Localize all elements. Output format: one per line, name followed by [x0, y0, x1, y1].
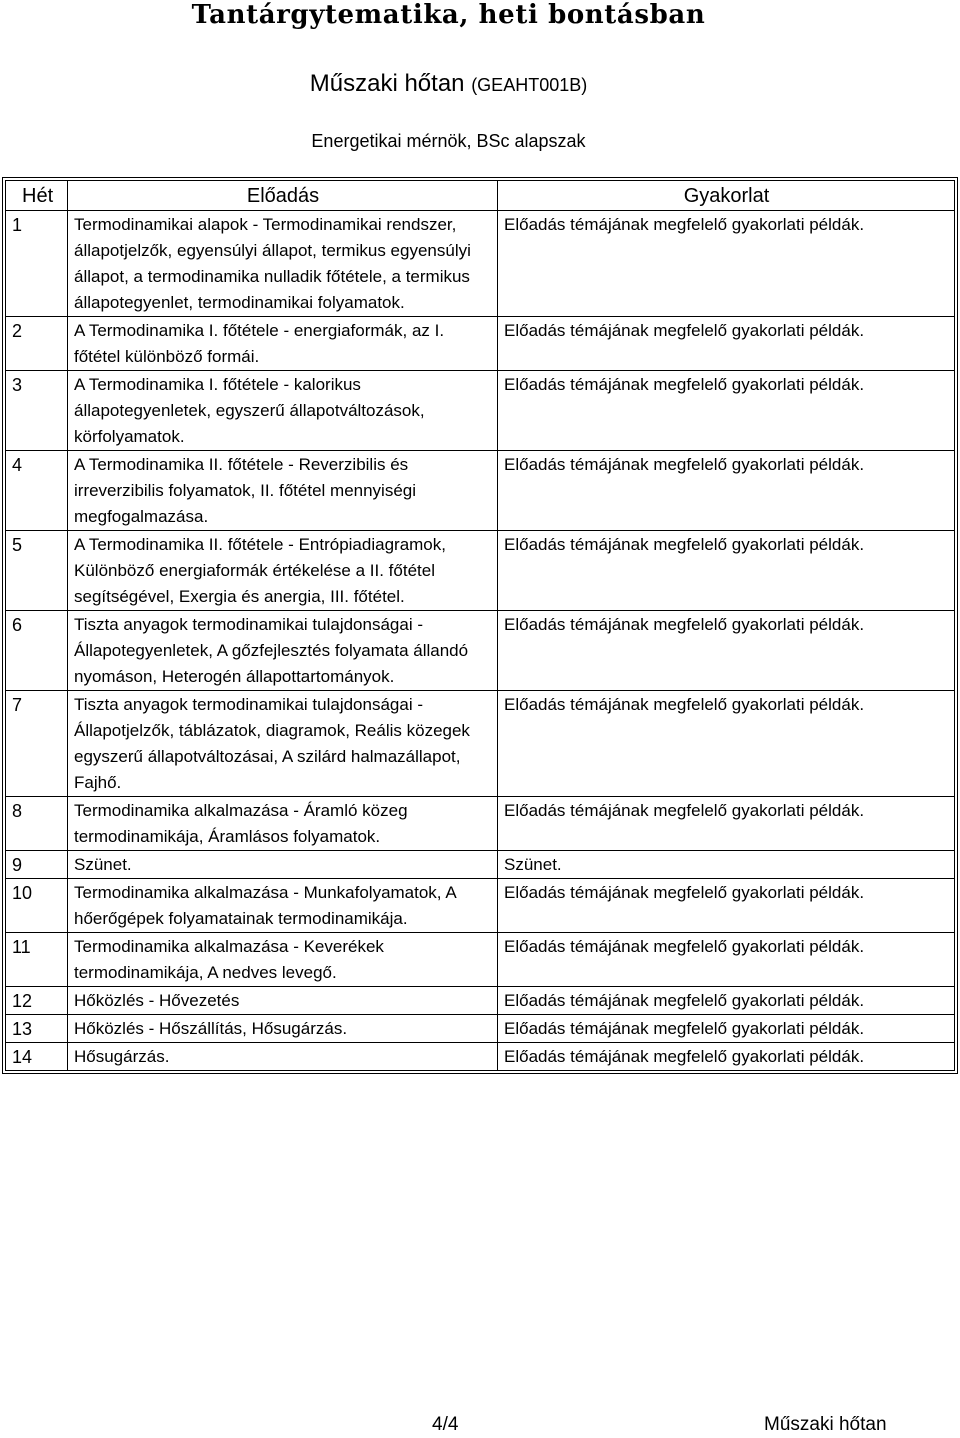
page-number: 4/4 [432, 1414, 459, 1435]
practice-topic: Előadás témájának megfelelő gyakorlati példák. [498, 371, 955, 451]
schedule-body [6, 211, 955, 1071]
week-number: 11 [6, 933, 68, 987]
practice-topic: Előadás témájának megfelelő gyakorlati példák. [498, 933, 955, 987]
week-number: 3 [6, 371, 68, 451]
lecture-topic: A Termodinamika I. főtétele - kalorikus állapotegyenletek, egyszerű állapotváltozások, körfolyamatok. [68, 371, 498, 451]
practice-topic: Előadás témájának megfelelő gyakorlati példák. [498, 987, 955, 1015]
practice-topic: Előadás témájának megfelelő gyakorlati példák. [498, 879, 955, 933]
table-row [6, 879, 955, 933]
week-number: 10 [6, 879, 68, 933]
practice-topic: Előadás témájának megfelelő gyakorlati példák. [498, 211, 955, 317]
table-row [6, 371, 955, 451]
week-number: 6 [6, 611, 68, 691]
table-row [6, 531, 955, 611]
lecture-topic: Termodinamika alkalmazása - Munkafolyamatok, A hőerőgépek folyamatainak termodinamikája. [68, 879, 498, 933]
table-row [6, 851, 955, 879]
course-name: Műszaki hőtan [309, 70, 465, 97]
schedule-table-frame [2, 177, 958, 1074]
practice-topic: Előadás témájának megfelelő gyakorlati példák. [498, 1043, 955, 1071]
practice-topic: Előadás témájának megfelelő gyakorlati példák. [498, 691, 955, 797]
practice-topic: Előadás témájának megfelelő gyakorlati példák. [498, 797, 955, 851]
table-row [6, 933, 955, 987]
table-row [6, 987, 955, 1015]
week-number: 9 [6, 851, 68, 879]
week-number: 13 [6, 1015, 68, 1043]
practice-topic: Előadás témájának megfelelő gyakorlati példák. [498, 611, 955, 691]
header-week: Hét [6, 181, 68, 211]
lecture-topic: Tiszta anyagok termodinamikai tulajdonságai - Állapotjelzők, táblázatok, diagramok, Reális közegek egyszerű állapotváltozásai, A szilárd halmazállapot, Fajhő. [68, 691, 498, 797]
week-number: 1 [6, 211, 68, 317]
table-row [6, 1015, 955, 1043]
table-row [6, 691, 955, 797]
lecture-topic: Tiszta anyagok termodinamikai tulajdonságai - Állapotegyenletek, A gőzfejlesztés folyamata állandó nyomáson, Heterogén állapottartományok. [68, 611, 498, 691]
lecture-topic: A Termodinamika I. főtétele - energiaformák, az I. főtétel különböző formái. [68, 317, 498, 371]
lecture-topic: Hőközlés - Hőszállítás, Hősugárzás. [68, 1015, 498, 1043]
week-number: 5 [6, 531, 68, 611]
lecture-topic: Termodinamika alkalmazása - Keverékek termodinamikája, A nedves levegő. [68, 933, 498, 987]
header-practice: Gyakorlat [498, 181, 955, 211]
table-row [6, 611, 955, 691]
page-footer [0, 1412, 960, 1438]
practice-topic: Szünet. [498, 851, 955, 879]
header-lecture: Előadás [68, 181, 498, 211]
table-row [6, 451, 955, 531]
table-row [6, 797, 955, 851]
practice-topic: Előadás témájának megfelelő gyakorlati példák. [498, 1015, 955, 1043]
practice-topic: Előadás témájának megfelelő gyakorlati példák. [498, 451, 955, 531]
course-code: (GEAHT001B) [471, 75, 588, 95]
lecture-topic: A Termodinamika II. főtétele - Reverzibilis és irreverzibilis folyamatok, II. főtétel mennyiségi megfogalmazása. [68, 451, 498, 531]
week-number: 12 [6, 987, 68, 1015]
course-heading [0, 68, 897, 101]
week-number: 4 [6, 451, 68, 531]
table-row [6, 211, 955, 317]
table-row [6, 1043, 955, 1071]
lecture-topic: Termodinamikai alapok - Termodinamikai rendszer, állapotjelzők, egyensúlyi állapot, termikus egyensúlyi állapot, a termodinamika nulladik főtétele, a termikus állapotegyenlet, termodinamikai folyamatok. [68, 211, 498, 317]
schedule-table [5, 180, 955, 1071]
lecture-topic: Szünet. [68, 851, 498, 879]
table-header-row [6, 181, 955, 211]
lecture-topic: A Termodinamika II. főtétele - Entrópiadiagramok, Különböző energiaformák értékelése a II. főtétel segítségével, Exergia és anergia, III. főtétel. [68, 531, 498, 611]
week-number: 7 [6, 691, 68, 797]
page-title: Tantárgytematika, heti bontásban [191, 0, 706, 30]
practice-topic: Előadás témájának megfelelő gyakorlati példák. [498, 317, 955, 371]
practice-topic: Előadás témájának megfelelő gyakorlati példák. [498, 531, 955, 611]
program-name: Energetikai mérnök, BSc alapszak [311, 131, 586, 151]
lecture-topic: Hősugárzás. [68, 1043, 498, 1071]
table-row [6, 317, 955, 371]
week-number: 14 [6, 1043, 68, 1071]
week-number: 8 [6, 797, 68, 851]
footer-course-name: Műszaki hőtan [764, 1414, 887, 1435]
lecture-topic: Termodinamika alkalmazása - Áramló közeg termodinamikája, Áramlásos folyamatok. [68, 797, 498, 851]
lecture-topic: Hőközlés - Hővezetés [68, 987, 498, 1015]
week-number: 2 [6, 317, 68, 371]
